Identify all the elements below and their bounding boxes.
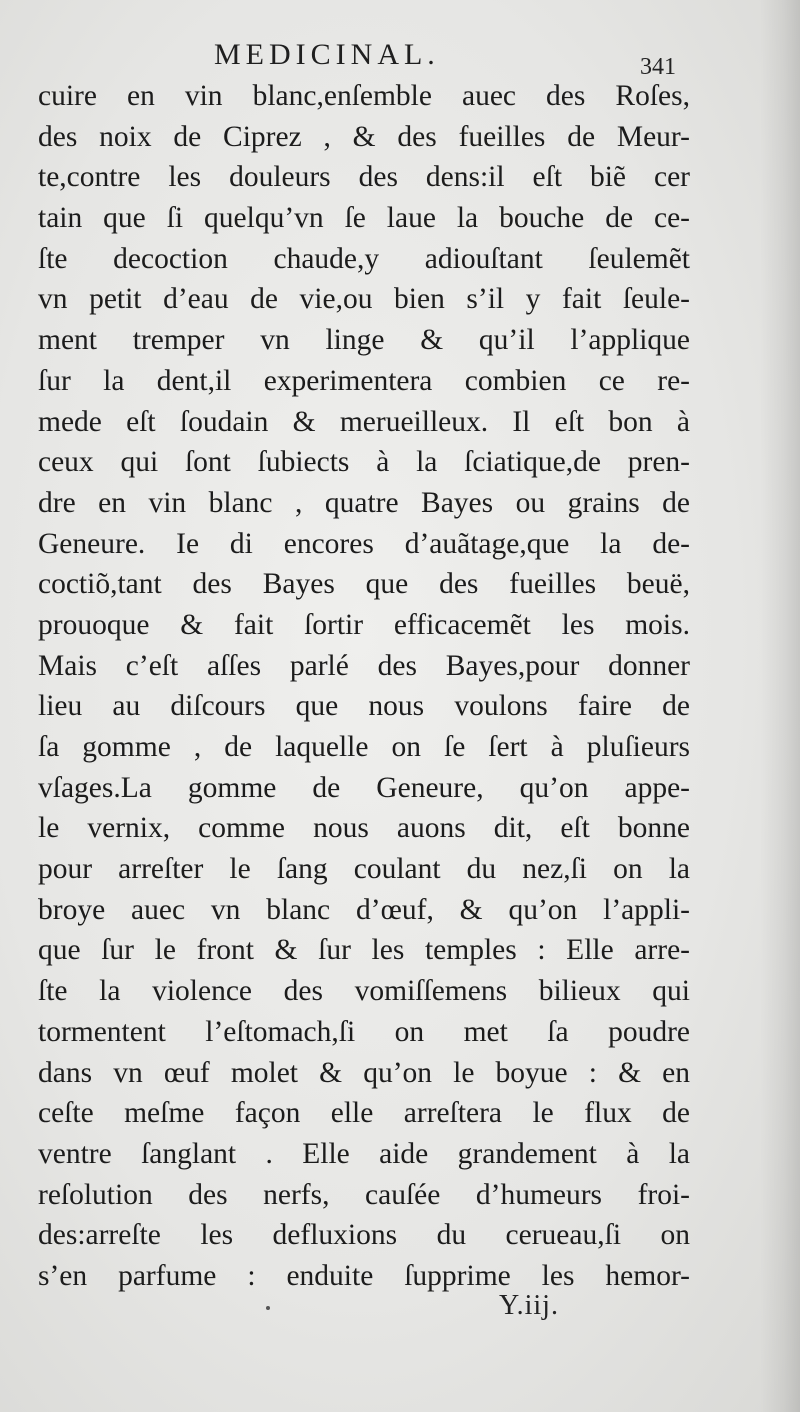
text-line: que ſur le front & ſur les temples : Elle arre-	[38, 934, 690, 967]
text-line: des:arreſte les defluxions du cerueau,ſi on	[38, 1219, 690, 1252]
text-line: Geneure. Ie di encores d’auãtage,que la de-	[38, 527, 690, 560]
page-edge-shadow	[760, 0, 800, 1412]
body-text	[38, 76, 690, 1297]
text-line: ſte la violence des vomiſſemens bilieux qui	[38, 975, 690, 1008]
text-line: lieu au diſcours que nous voulons faire de	[38, 690, 690, 723]
page-number: 341	[640, 54, 676, 80]
text-line: s’en parfume : enduite ſupprime les hemor-	[38, 1259, 690, 1292]
text-line: ſte decoction chaude,y adiouſtant ſeulemẽt	[38, 242, 690, 275]
text-line: te,contre les douleurs des dens:il eſt biẽ cer	[38, 161, 690, 194]
text-line: cuire en vin blanc,enſemble auec des Roſes,	[38, 80, 690, 112]
text-line: des noix de Ciprez , & des fueilles de Meur-	[38, 120, 690, 153]
text-line: ſur la dent,il experimentera combien ce re-	[38, 364, 690, 397]
text-line: mede eſt ſoudain & merueilleux. Il eſt bon à	[38, 405, 690, 438]
text-line: reſolution des nerfs, cauſée d’humeurs froi-	[38, 1178, 690, 1211]
text-line: vn petit d’eau de vie,ou bien s’il y fait ſeule-	[38, 283, 690, 316]
text-line: tain que ſi quelqu’vn ſe laue la bouche de ce-	[38, 202, 690, 235]
text-line: Mais c’eſt aſſes parlé des Bayes,pour donner	[38, 649, 690, 682]
text-line: ventre ſanglant . Elle aide grandement à la	[38, 1137, 690, 1170]
ink-speck	[266, 1306, 270, 1310]
text-line: le vernix, comme nous auons dit, eſt bonne	[38, 812, 690, 845]
text-line: tormentent l’eſtomach,ſi on met ſa poudre	[38, 1015, 690, 1048]
text-line: vſages.La gomme de Geneure, qu’on appe-	[38, 771, 690, 804]
text-line: ceſte meſme façon elle arreſtera le flux de	[38, 1097, 690, 1130]
signature-mark: Y.iij.	[499, 1290, 559, 1321]
running-head	[0, 38, 800, 78]
text-line: dre en vin blanc , quatre Bayes ou grains de	[38, 486, 690, 519]
text-line: ment tremper vn linge & qu’il l’applique	[38, 324, 690, 357]
text-line: ſa gomme , de laquelle on ſe ſert à pluſieurs	[38, 731, 690, 763]
text-line: pour arreſter le ſang coulant du nez,ſi on la	[38, 853, 690, 886]
running-title: MEDICINAL.	[214, 38, 440, 71]
text-line: coctiõ,tant des Bayes que des fueilles beuë,	[38, 568, 690, 601]
text-line: broye auec vn blanc d’œuf, & qu’on l’appli-	[38, 893, 690, 926]
text-line: ceux qui ſont ſubiects à la ſciatique,de pren-	[38, 446, 690, 479]
text-line: prouoque & fait ſortir efficacemẽt les mois.	[38, 608, 690, 641]
text-line: dans vn œuf molet & qu’on le boyue : & en	[38, 1056, 690, 1089]
